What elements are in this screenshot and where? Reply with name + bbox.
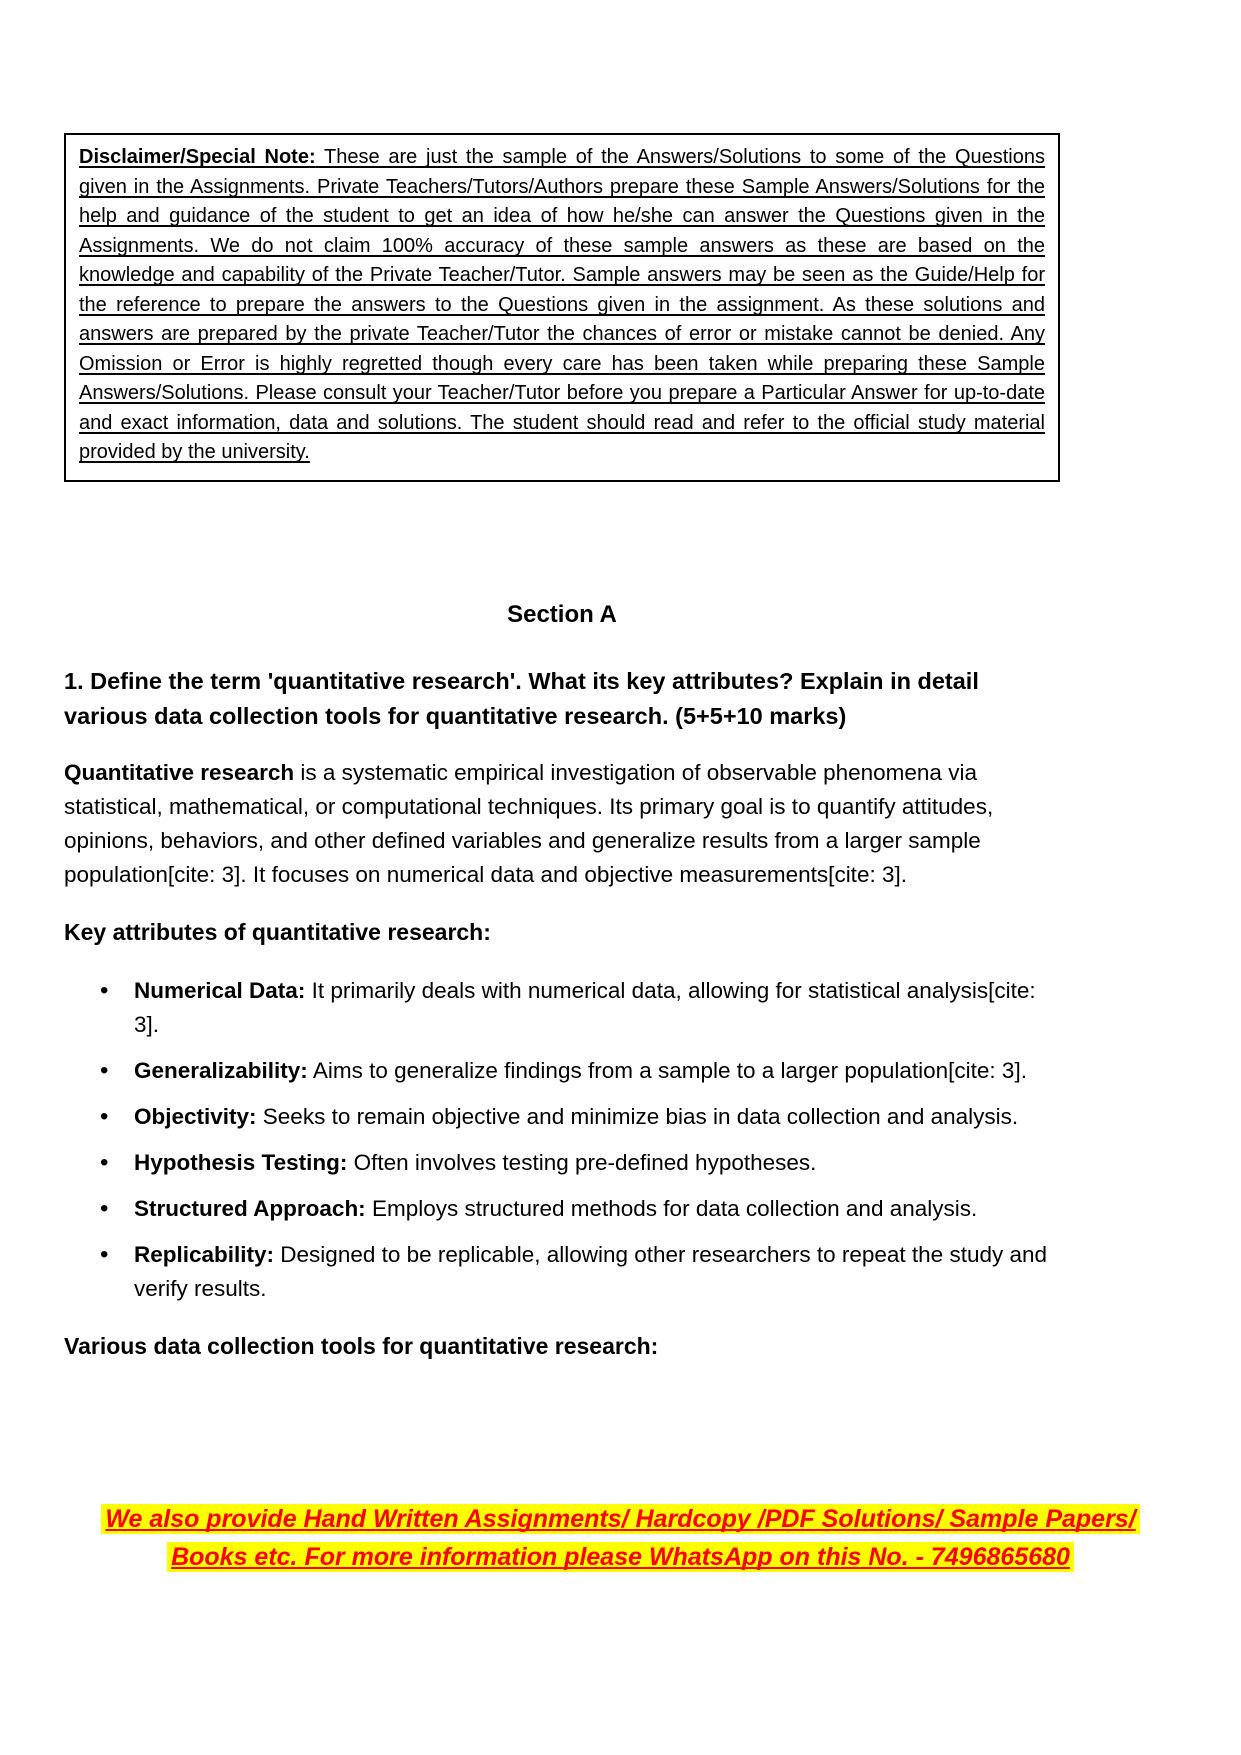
intro-bold-lead: Quantitative research (64, 759, 295, 785)
intro-paragraph (64, 756, 1060, 892)
bullet-text: Often involves testing pre-defined hypotheses. (347, 1149, 817, 1175)
question-heading: 1. Define the term 'quantitative research'. What its key attributes? Explain in detail various data collection tools for quantitative research. (5+5+10 marks) (64, 667, 979, 729)
attributes-list (64, 974, 1060, 1306)
page-footer (0, 1500, 1241, 1576)
bullet-text: Employs structured methods for data collection and analysis. (365, 1195, 978, 1221)
footer-line-1 (0, 1500, 1241, 1538)
list-item (64, 1100, 1060, 1134)
disclaimer-label: Disclaimer/Special Note: (79, 146, 316, 168)
list-item (64, 1054, 1060, 1088)
footer-line-1-text: We also provide Hand Written Assignments/ Hardcopy /PDF Solutions/ Sample Papers/ (101, 1504, 1139, 1534)
footer-line-2 (0, 1538, 1241, 1576)
bullet-text: It primarily deals with numerical data, allowing for statistical analysis[cite: 3]. (134, 977, 1036, 1037)
list-item (64, 974, 1060, 1042)
disclaimer-text: These are just the sample of the Answers/Solutions to some of the Questions given in the Assignments. Private Teachers/Tutors/Authors prepare these Sample Answers/Solutions for the help and guidance of the student to get an idea of how he/she can answer the Questions given in the Assignments. We do not claim 100% accuracy of these sample answers as these are based on the knowledge and capability of the Private Teacher/Tutor. Sample answers may be seen as the Guide/Help for the reference to prepare the answers to the Questions given in the assignment. As these solutions and answers are prepared by the private Teacher/Tutor the chances of error or mistake cannot be denied. Any Omission or Error is highly regretted though every care has been taken while preparing these Sample Answers/Solutions. Please consult your Teacher/Tutor before you prepare a Particular Answer for up-to-date and exact information, data and solutions. The student should read and refer to the official study material provided by the university. (79, 146, 1045, 463)
list-item (64, 1146, 1060, 1180)
bullet-bold: Replicability: (134, 1241, 275, 1267)
tools-heading: Various data collection tools for quantitative research: (64, 1332, 659, 1359)
bullet-bold: Hypothesis Testing: (134, 1149, 348, 1175)
bullet-bold: Generalizability: (134, 1057, 308, 1083)
bullet-text: Seeks to remain objective and minimize bias in data collection and analysis. (256, 1103, 1019, 1129)
key-attributes-heading: Key attributes of quantitative research: (64, 918, 491, 945)
bullet-text: Designed to be replicable, allowing other researchers to repeat the study and verify results. (134, 1241, 1048, 1301)
disclaimer-box (64, 133, 1060, 482)
bullet-text: Aims to generalize findings from a sample to a larger population[cite: 3]. (307, 1057, 1027, 1083)
section-heading: Section A (507, 600, 617, 628)
footer-line-2-text: Books etc. For more information please WhatsApp on this No. - 7496865680 (167, 1542, 1074, 1572)
list-item (64, 1238, 1060, 1306)
intro-text: is a systematic empirical investigation of observable phenomena via statistical, mathematical, or computational techniques. Its primary goal is to quantify attitudes, opinions, behaviors, and other defined variables and generalize results from a larger sample population[cite: 3]. It focuses on numerical data and objective measurements[cite: 3]. (64, 759, 994, 887)
document-content (64, 133, 1060, 1362)
bullet-bold: Objectivity: (134, 1103, 257, 1129)
bullet-bold: Structured Approach: (134, 1195, 366, 1221)
bullet-bold: Numerical Data: (134, 977, 306, 1003)
list-item (64, 1192, 1060, 1226)
